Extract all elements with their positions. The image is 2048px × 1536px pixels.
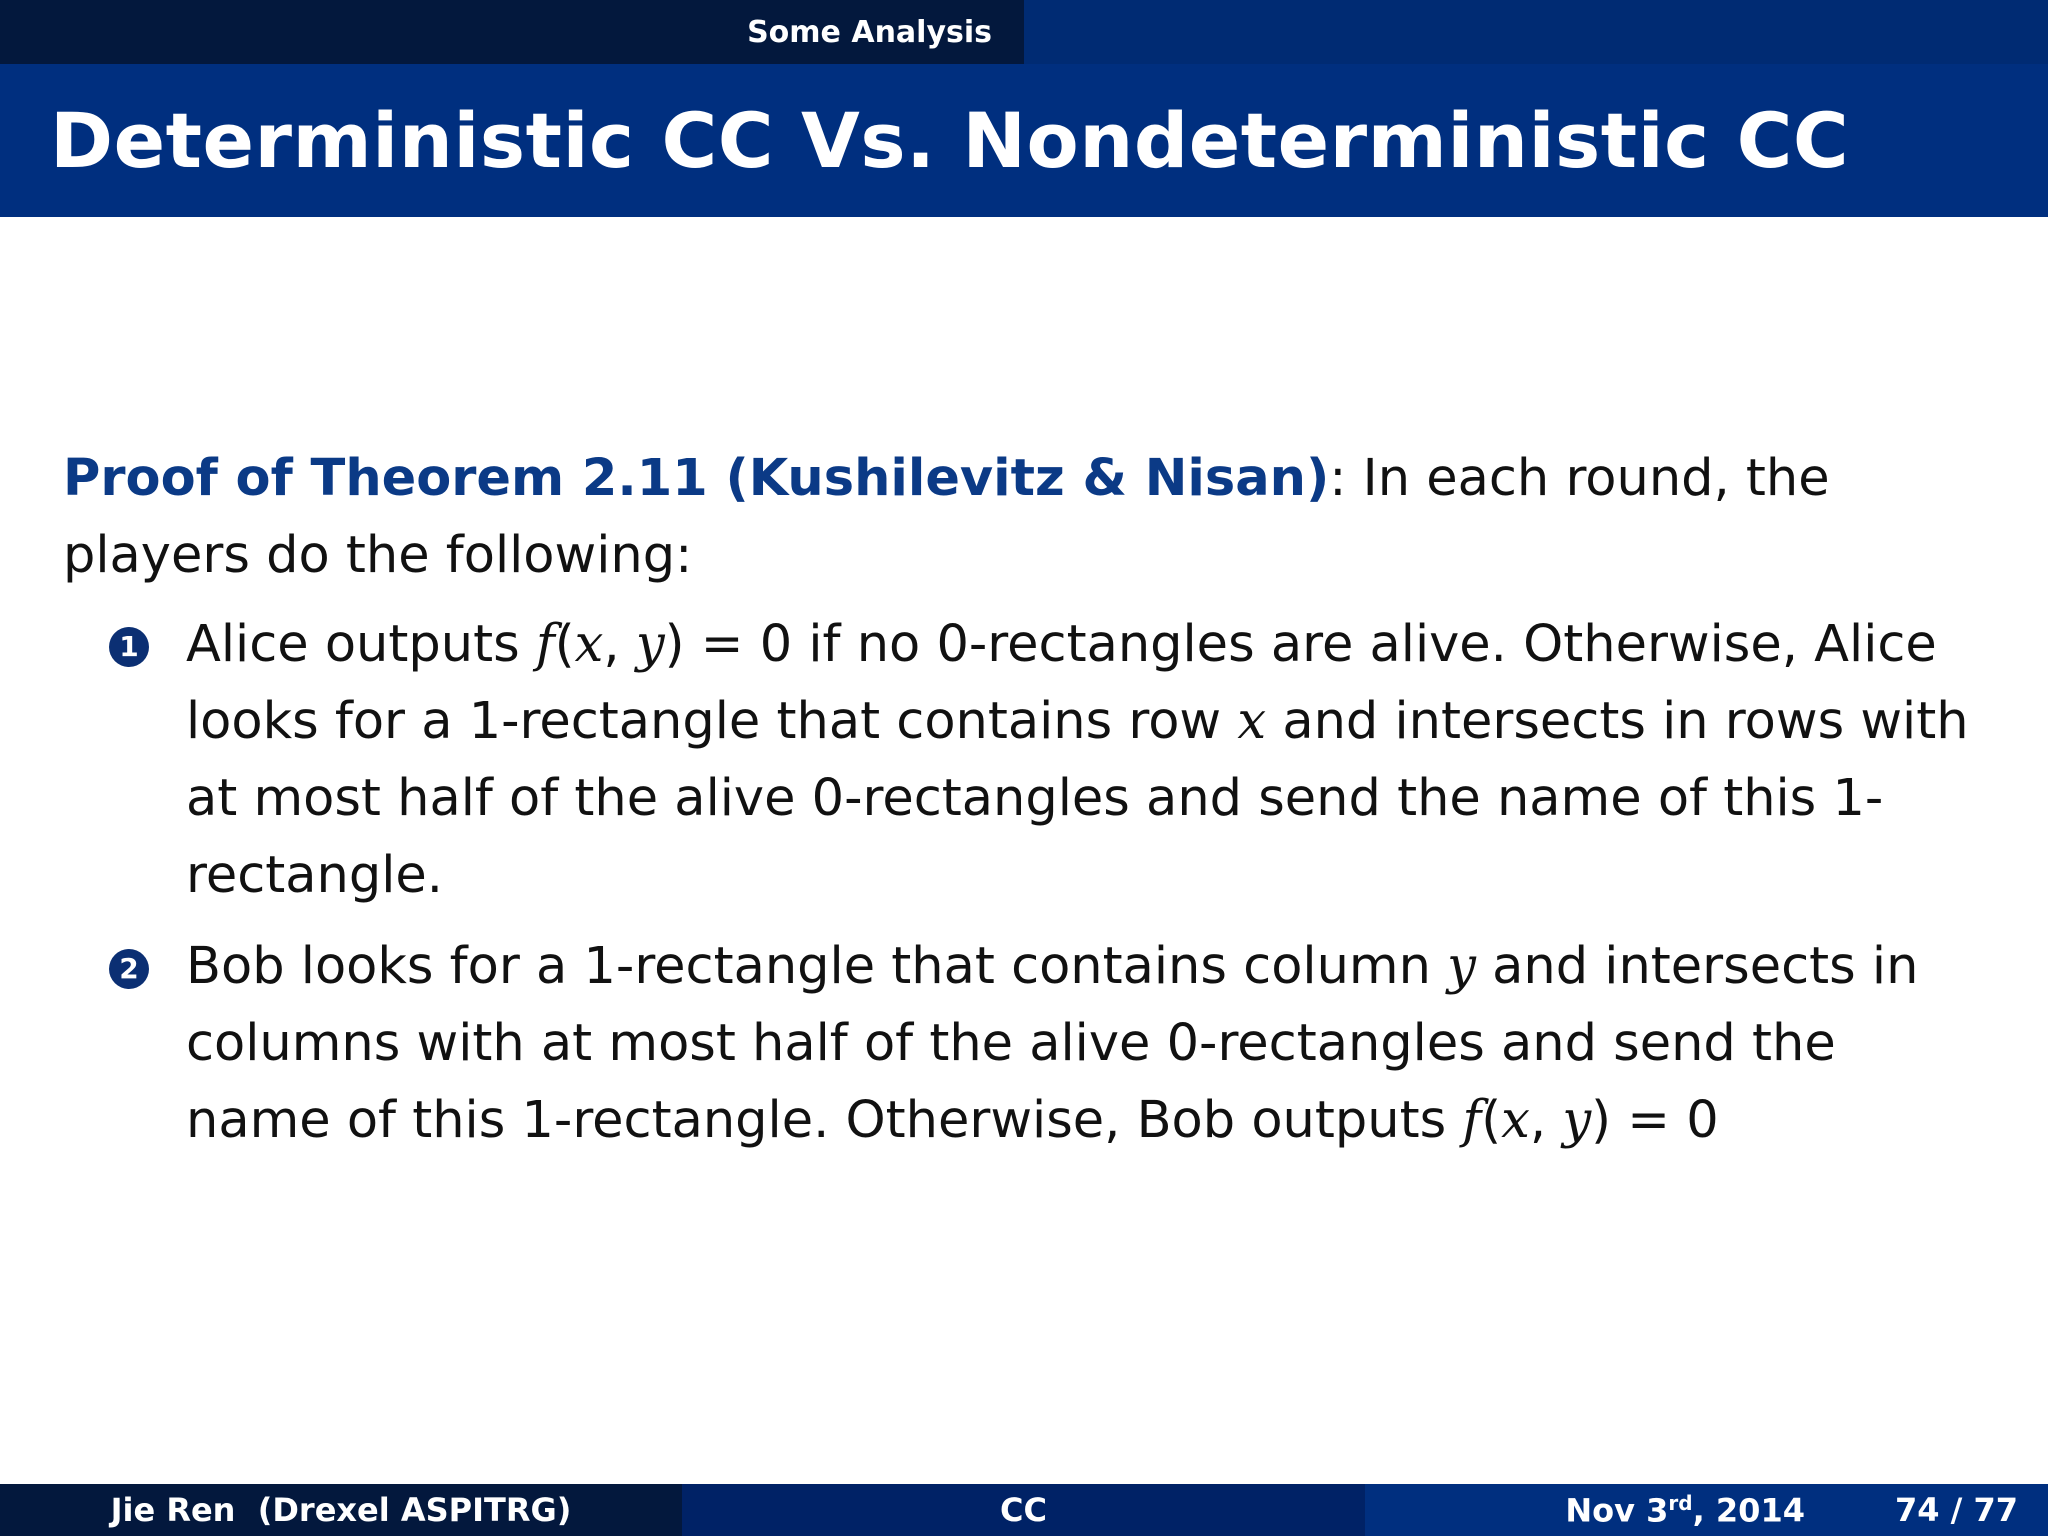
footer-author-text: Jie Ren (Drexel ASPITRG) bbox=[110, 1491, 572, 1529]
section-label[interactable]: Some Analysis bbox=[747, 14, 992, 50]
footer-date: Nov 3rd, 2014 bbox=[1565, 1490, 1805, 1530]
section-bar bbox=[0, 0, 2048, 64]
footer-author bbox=[0, 1484, 682, 1536]
proof-steps-list bbox=[63, 606, 1993, 1159]
proof-lead-text-2: players do the following: bbox=[63, 526, 693, 585]
item-text: Alice outputs f(x, y) = 0 if no 0-rectangles are alive. Otherwise, Alice looks for a 1-rectangle that contains row x and intersects in rows with at most half of the alive 0-rectangles and send the name of this 1-rectangle. bbox=[186, 615, 1969, 905]
section-bar-right bbox=[1024, 0, 2048, 64]
footer-date-page bbox=[1365, 1484, 2048, 1536]
section-bar-left bbox=[0, 0, 1024, 64]
list-item bbox=[63, 928, 1993, 1159]
proof-lead bbox=[63, 440, 1993, 594]
title-bar bbox=[0, 64, 2048, 217]
slide-content bbox=[63, 440, 1993, 1173]
item-text: Bob looks for a 1-rectangle that contains column y and intersects in columns with at most half of the alive 0-rectangles and send the name of this 1-rectangle. Otherwise, Bob outputs f(x, y) = 0 bbox=[186, 937, 1919, 1150]
footer-short-title bbox=[682, 1484, 1365, 1536]
page-number: 74 / 77 bbox=[1894, 1491, 2018, 1529]
proof-lead-text: : In each round, the bbox=[1329, 449, 1830, 508]
footer-bar bbox=[0, 1484, 2048, 1536]
enumerate-bullet-1: 1 bbox=[109, 627, 149, 667]
enumerate-bullet-2: 2 bbox=[109, 949, 149, 989]
list-item bbox=[63, 606, 1993, 914]
frame-title: Deterministic CC Vs. Nondeterministic CC bbox=[50, 96, 1850, 185]
proof-title: Proof of Theorem 2.11 (Kushilevitz & Nisan) bbox=[63, 449, 1330, 508]
footer-short-title-text: CC bbox=[1000, 1491, 1047, 1529]
